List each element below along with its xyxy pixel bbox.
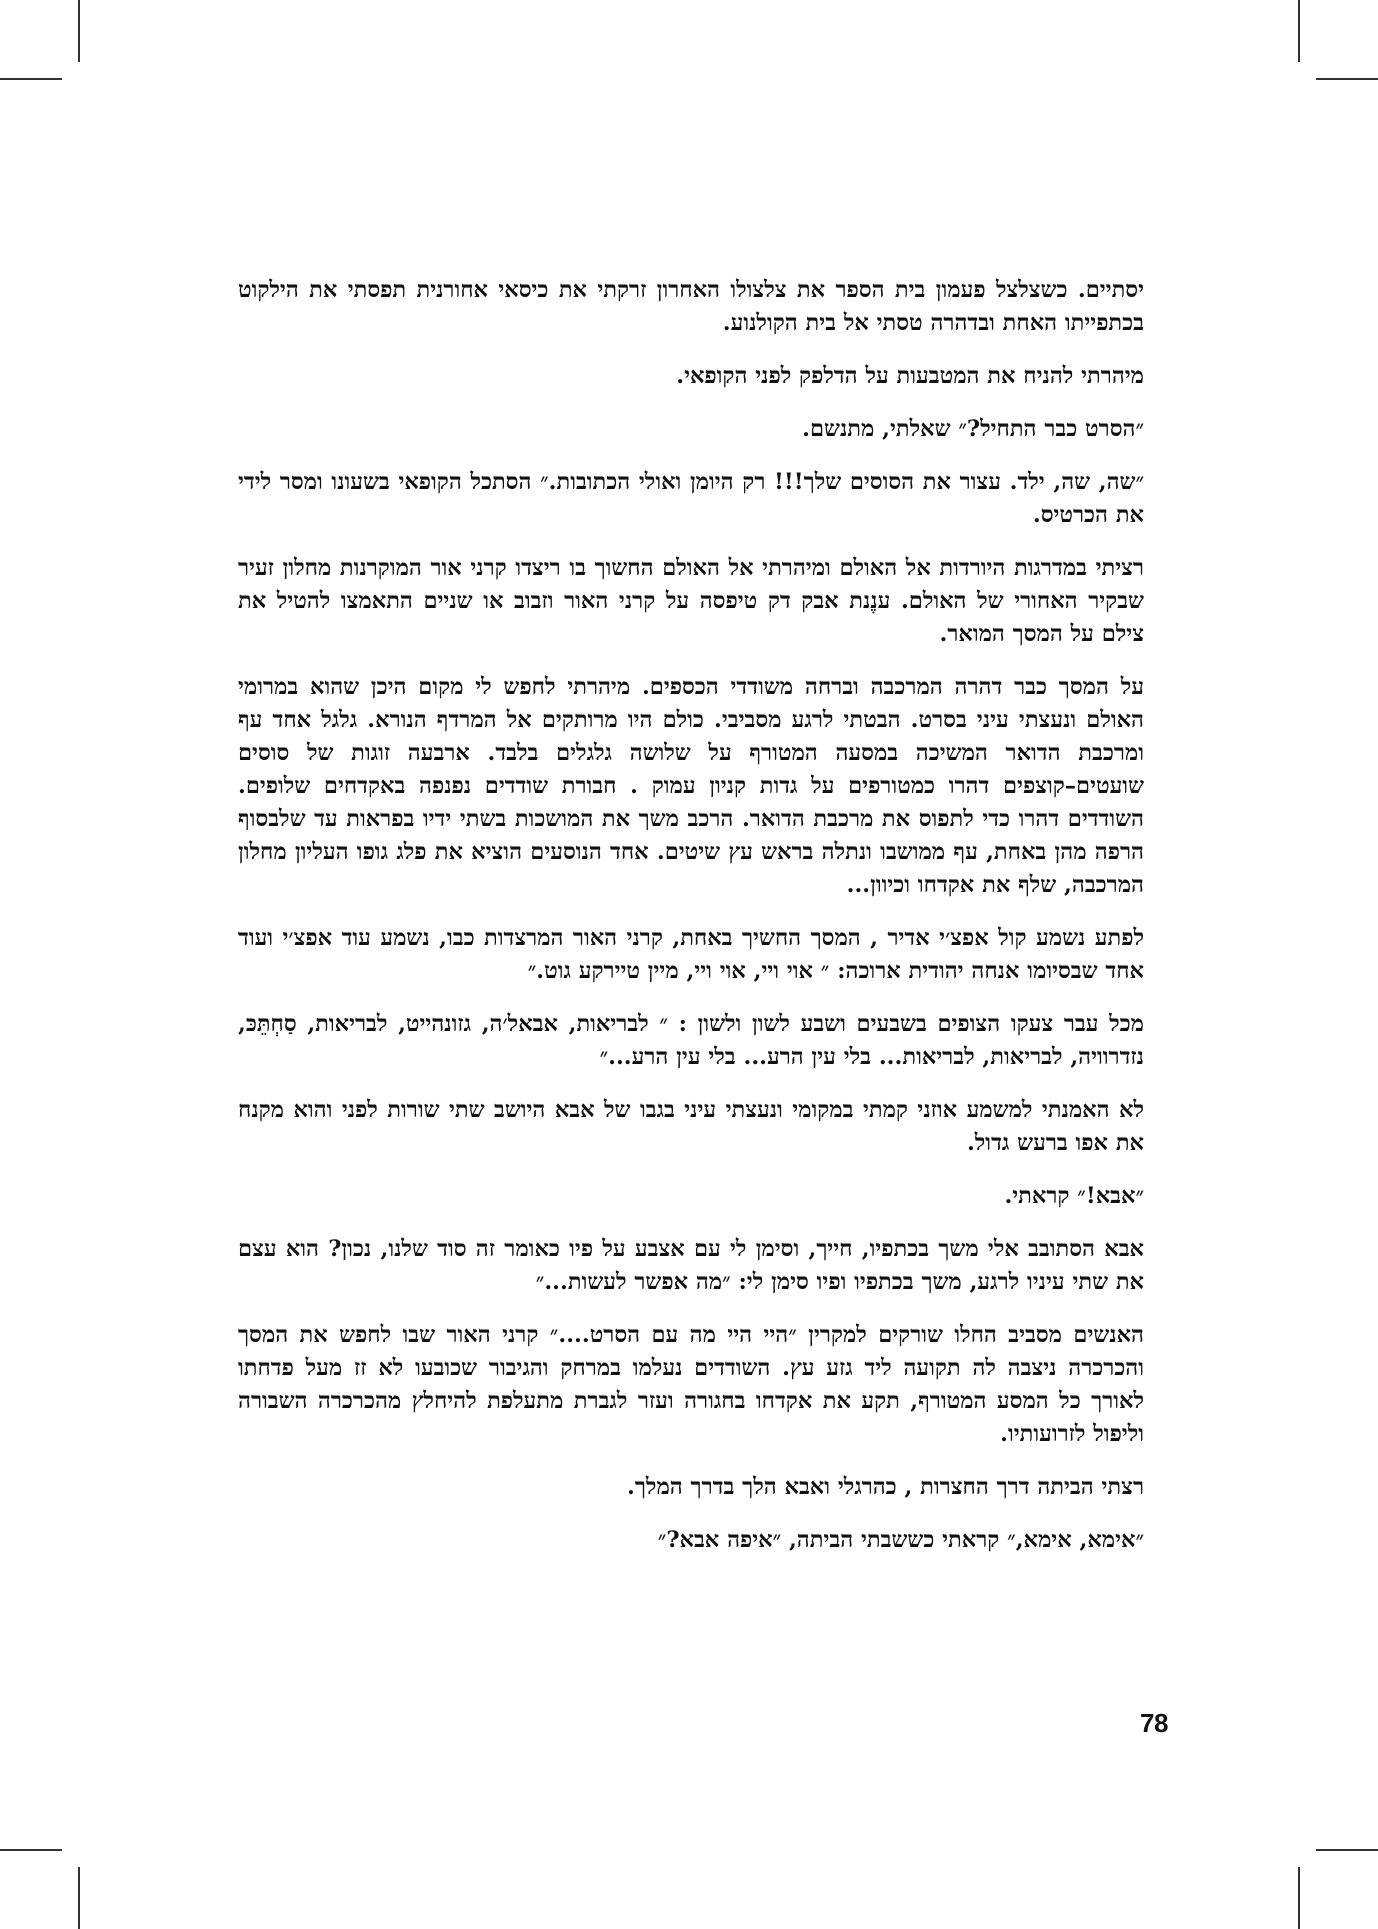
paragraph: ״שה, שה, ילד. עצור את הסוסים שלך!!! רק היומן ואולי הכתובות.״ הסתכל הקופאי בשעונו ומסר לידי את הכרטיס.	[238, 469, 1144, 528]
paragraph: אבא הסתובב אלי משך בכתפיו, חייך, וסימן לי עם אצבע על פיו כאומר זה סוד שלנו, נכון? הוא עצם את שתי עיניו לרגע, משך בכתפיו ופיו סימן לי: ״מה אפשר לעשות...״	[238, 1236, 1144, 1295]
crop-mark-top-right	[1298, 0, 1300, 62]
paragraph: על המסך כבר דהרה המרכבה וברחה משודדי הכספים. מיהרתי לחפש לי מקום היכן שהוא במרומי האולם ונעצתי עיני בסרט. הבטתי לרגע מסביבי. כולם היו מרותקים אל המרדף הנורא. גלגל אחד עף ומרכבת הדואר המשיכה במסעה המטורף על שלושה גלגלים בלבד. ארבעה זוגות של סוסים שועטים–קוצפים דהרו כמטורפים על גדות קניון עמוק . חבורת שודדים נפנפה באקדחים שלופים. השודדים דהרו כדי לתפוס את מרכבת הדואר. הרכב משך את המושכות בשתי ידיו בפראות עד שלבסוף הרפה מהן באחת, עף ממושבו ונתלה בראש עץ שיטים. אחד הנוסעים הוציא את פלג גופו העליון מחלון המרכבה, שלף את אקדחו וכיוון...	[238, 674, 1144, 898]
crop-mark-bottom-right	[1298, 1867, 1300, 1929]
paragraph: רצתי הביתה דרך החצרות , כהרגלי ואבא הלך בדרך המלך.	[627, 1474, 1144, 1500]
crop-mark-left-bottom	[0, 1849, 62, 1851]
paragraph: יסתיים. כשצלצל פעמון בית הספר את צלצולו האחרון זרקתי את כיסאי אחורנית תפסתי את הילקוט בכתפייתו האחת ובדהרה טסתי אל בית הקולנוע.	[238, 277, 1144, 336]
paragraph: ״אימא, אימא,״ קראתי כששבתי הביתה, ״איפה אבא?״	[657, 1527, 1144, 1553]
paragraph: לא האמנתי למשמע אוזני קמתי במקומי ונעצתי עיני בגבו של אבא היושב שתי שורות לפני והוא מקנח את אפו ברעש גדול.	[238, 1097, 1144, 1156]
page-body	[238, 274, 1144, 1577]
paragraph: האנשים מסביב החלו שורקים למקרין ״היי היי מה עם הסרט....״ קרני האור שבו לחפש את המסך והכרכרה ניצבה לה תקועה ליד גזע עץ. השודדים נעלמו במרחק והגיבור שכובעו לא זז מעל פדחתו לאורך כל המסע המטורף, תקע את אקדחו בחגורה ועזר לגברת מתעלפת להיחלץ מהכרכרה השבורה וליפול לזרועותיו.	[238, 1322, 1144, 1447]
paragraph: רציתי במדרגות היורדות אל האולם ומיהרתי אל האולם החשוך בו ריצדו קרני אור המוקרנות מחלון זעיר שבקיר האחורי של האולם. ענֶנת אבק דק טיפסה על קרני האור וזבוב או שניים התאמצו להטיל את צילם על המסך המואר.	[238, 555, 1144, 647]
page-number: 78	[1140, 1708, 1168, 1738]
paragraph: ״אבא!״ קראתי.	[1004, 1183, 1144, 1209]
crop-mark-left-top	[0, 78, 62, 80]
paragraph: מיהרתי להניח את המטבעות על הדלפק לפני הקופאי.	[676, 363, 1144, 389]
paragraph: ״הסרט כבר התחיל?״ שאלתי, מתנשם.	[802, 416, 1144, 442]
crop-mark-right-bottom	[1316, 1849, 1378, 1851]
crop-mark-right-top	[1316, 78, 1378, 80]
paragraph: לפתע נשמע קול אפצ׳י אדיר , המסך החשיך באחת, קרני האור המרצדות כבו, נשמע עוד אפצ׳י ועוד אחד שבסיומו אנחה יהודית ארוכה: ״ אוי ויי, אוי ויי, מיין טיירקע גוט.״	[238, 925, 1144, 984]
paragraph: מכל עבר צעקו הצופים בשבעים ושבע לשון ולשון : ״ לבריאות, אבאל׳ה, גזונהייט, לבריאות, סַחְתֵּכּ, נזדרוויה, לבריאות, לבריאות... בלי עין הרע... בלי עין הרע...״	[238, 1011, 1144, 1070]
crop-mark-top-left	[78, 0, 80, 62]
crop-mark-bottom-left	[78, 1867, 80, 1929]
